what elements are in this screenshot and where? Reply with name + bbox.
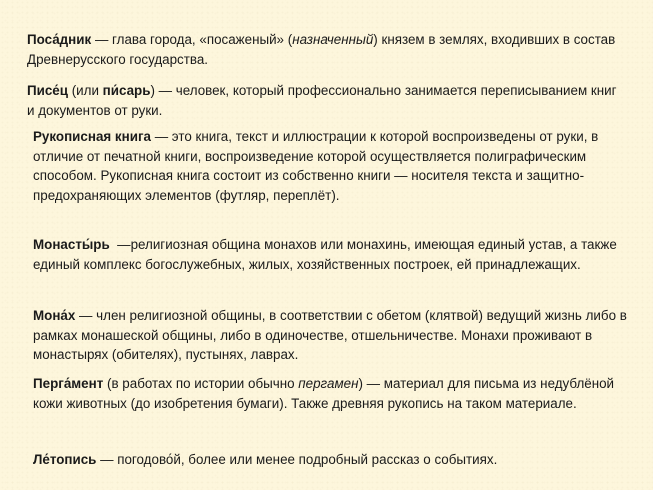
term-monk: Мона́х [33, 308, 76, 323]
term-monastery: Монасты́рь [33, 237, 110, 252]
definition-text: ) князем в землях, входивших в состав Древнерусского государства. [27, 32, 616, 67]
definition-monastery [33, 235, 629, 274]
term-chronicle: Ле́топись [33, 452, 97, 467]
definition-manuscript-book [33, 127, 629, 205]
definition-parchment [33, 374, 629, 413]
term-manuscript-book: Рукописная книга [33, 129, 151, 144]
definition-posadnik [27, 30, 627, 69]
definition-emphasis: пергамен [298, 376, 359, 391]
definition-pisets [27, 81, 627, 120]
definition-text: —религиозная община монахов или монахинь, имеющая единый устав, а также единый комплекс богослужебных, жилых, хозяйственных построек, ей принадлежащих. [33, 237, 621, 272]
definition-text: ) — материал для письма из недублёной кожи животных (до изобретения бумаги). Также древняя рукопись на таком материале. [33, 376, 615, 411]
definition-emphasis: назначенный [292, 32, 374, 47]
definition-monk [33, 306, 633, 365]
term-parchment: Перга́мент [33, 376, 104, 391]
definition-text: ) — человек, который профессионально занимается переписыванием книг и документов от руки. [27, 83, 617, 118]
term-pisets: Писе́ц [27, 83, 68, 98]
definition-chronicle [33, 450, 629, 470]
term-pisar: пи́сарь [102, 83, 151, 98]
definition-text: — член религиозной общины, в соответствии с обетом (клятвой) ведущий жизнь либо в рамках монашеской общины, либо в одиночестве, отшельничестве. Монахи проживают в монастырях (обителях), пустынях, лаврах. [33, 308, 627, 362]
term-posadnik: Поса́дник [27, 32, 92, 47]
definition-text: — глава города, «посаженый» ( [91, 32, 293, 47]
definition-text: (или [67, 83, 103, 98]
definition-text: — это книга, текст и иллюстрации к которой воспроизведены от руки, в отличие от печатной книги, воспроизведение которой осуществляется полиграфическим способом. Рукописная книга состоит из собственно книги — носителя текста и защитно-предохраняющих элементов (футляр, переплёт). [33, 129, 599, 203]
definition-text: (в работах по истории обычно [103, 376, 299, 391]
definition-text: — погодово́й, более или менее подробный рассказ о событиях. [96, 452, 498, 467]
